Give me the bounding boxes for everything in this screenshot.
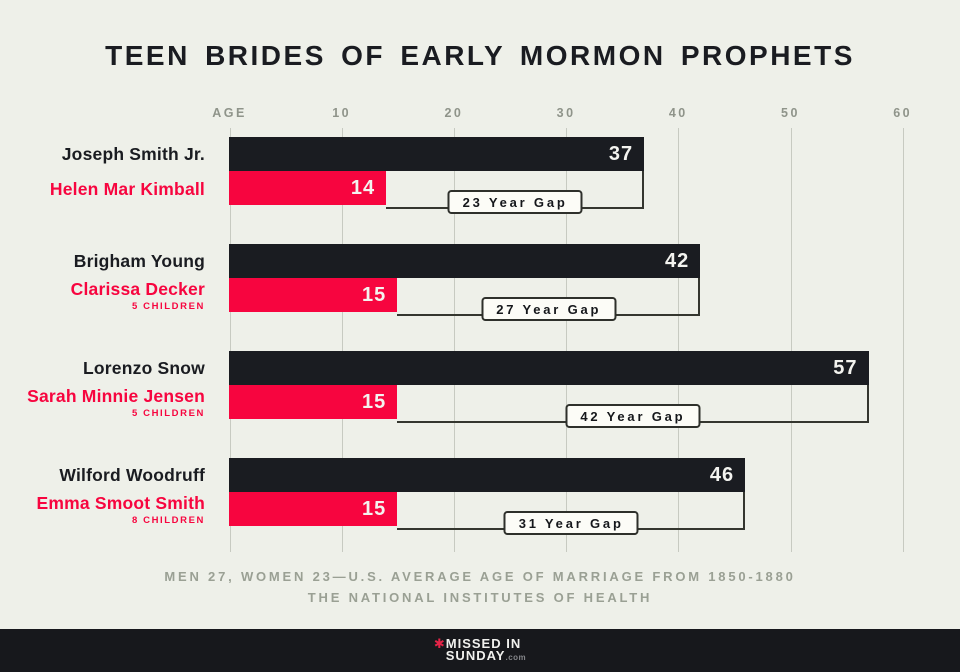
group-labels — [0, 244, 205, 314]
prophet-age-value: 37 — [608, 142, 634, 165]
group-labels — [0, 458, 205, 528]
brand-footer-bar — [0, 629, 960, 672]
bride-bar — [229, 171, 386, 205]
footnote-line-1: MEN 27, WOMEN 23—U.S. AVERAGE AGE OF MARRIAGE FROM 1850-1880 — [164, 569, 796, 584]
prophet-bar — [229, 351, 869, 385]
group-bars — [229, 458, 960, 565]
prophet-age-value: 42 — [664, 249, 690, 272]
prophet-name: Lorenzo Snow — [83, 357, 205, 378]
children-note: 5 CHILDREN — [131, 408, 205, 419]
bride-bar — [229, 385, 397, 419]
footnote-line-2: THE NATIONAL INSTITUTES OF HEALTH — [307, 590, 653, 605]
gap-label-box: 31 Year Gap — [504, 511, 639, 535]
prophet-bar — [229, 244, 700, 278]
gap-bracket-vertical — [698, 278, 700, 316]
bride-name: Helen Mar Kimball — [49, 178, 205, 199]
bar-group-joseph-smith — [0, 137, 960, 244]
group-bars — [229, 137, 960, 244]
gap-label-box: 27 Year Gap — [481, 297, 616, 321]
bar-group-brigham-young — [0, 244, 960, 351]
chart-title: TEEN BRIDES OF EARLY MORMON PROPHETS — [105, 40, 855, 71]
prophet-bar — [229, 137, 644, 171]
axis-tick-label: 60 — [893, 106, 913, 120]
bride-age-value: 15 — [362, 390, 387, 413]
gap-bracket-vertical — [743, 492, 745, 530]
bar-group-wilford-woodruff — [0, 458, 960, 565]
bride-name: Emma Smoot Smith — [36, 493, 205, 513]
group-bars — [229, 351, 960, 458]
group-labels — [0, 137, 205, 207]
asterisk-icon: ✱ — [433, 635, 445, 651]
children-note: 5 CHILDREN — [131, 301, 205, 312]
children-note: 8 CHILDREN — [131, 515, 205, 526]
bar-group-lorenzo-snow — [0, 351, 960, 458]
group-bars — [229, 244, 960, 351]
gap-label-box: 42 Year Gap — [565, 404, 700, 428]
prophet-age-value: 57 — [833, 356, 858, 379]
brand-suffix: .com — [505, 652, 527, 662]
axis-tick-label: 30 — [556, 106, 576, 120]
prophet-name: Brigham Young — [73, 250, 205, 271]
gap-bracket-vertical — [642, 171, 644, 209]
bride-bar — [229, 278, 397, 312]
bride-name: Clarissa Decker — [70, 279, 205, 299]
bride-label-block — [0, 171, 205, 207]
bride-name: Sarah Minnie Jensen — [27, 386, 205, 406]
bride-label-block — [0, 492, 205, 528]
axis-tick-label: 20 — [444, 106, 464, 120]
bride-age-value: 14 — [350, 176, 376, 199]
prophet-name: Wilford Woodruff — [59, 464, 205, 485]
axis-age-label: AGE — [212, 106, 247, 120]
x-axis — [0, 106, 960, 124]
gap-bracket-vertical — [867, 385, 869, 423]
bride-label-block — [0, 278, 205, 314]
axis-tick-label: 40 — [668, 106, 688, 120]
prophet-bar — [229, 458, 745, 492]
group-labels — [0, 351, 205, 421]
bride-label-block — [0, 385, 205, 421]
brand-line-2: SUNDAY.com — [445, 647, 527, 663]
source-footnote — [0, 566, 960, 608]
brand-line-1: MISSED IN — [445, 635, 522, 651]
bride-age-value: 15 — [362, 283, 387, 306]
prophet-name: Joseph Smith Jr. — [61, 143, 205, 164]
gap-label-box: 23 Year Gap — [448, 190, 583, 214]
bride-age-value: 15 — [362, 497, 387, 520]
missed-in-sunday-logo — [433, 635, 527, 664]
bride-bar — [229, 492, 397, 526]
axis-tick-label: 50 — [781, 106, 800, 120]
prophet-age-value: 46 — [709, 463, 735, 486]
axis-tick-label: 10 — [332, 106, 352, 120]
